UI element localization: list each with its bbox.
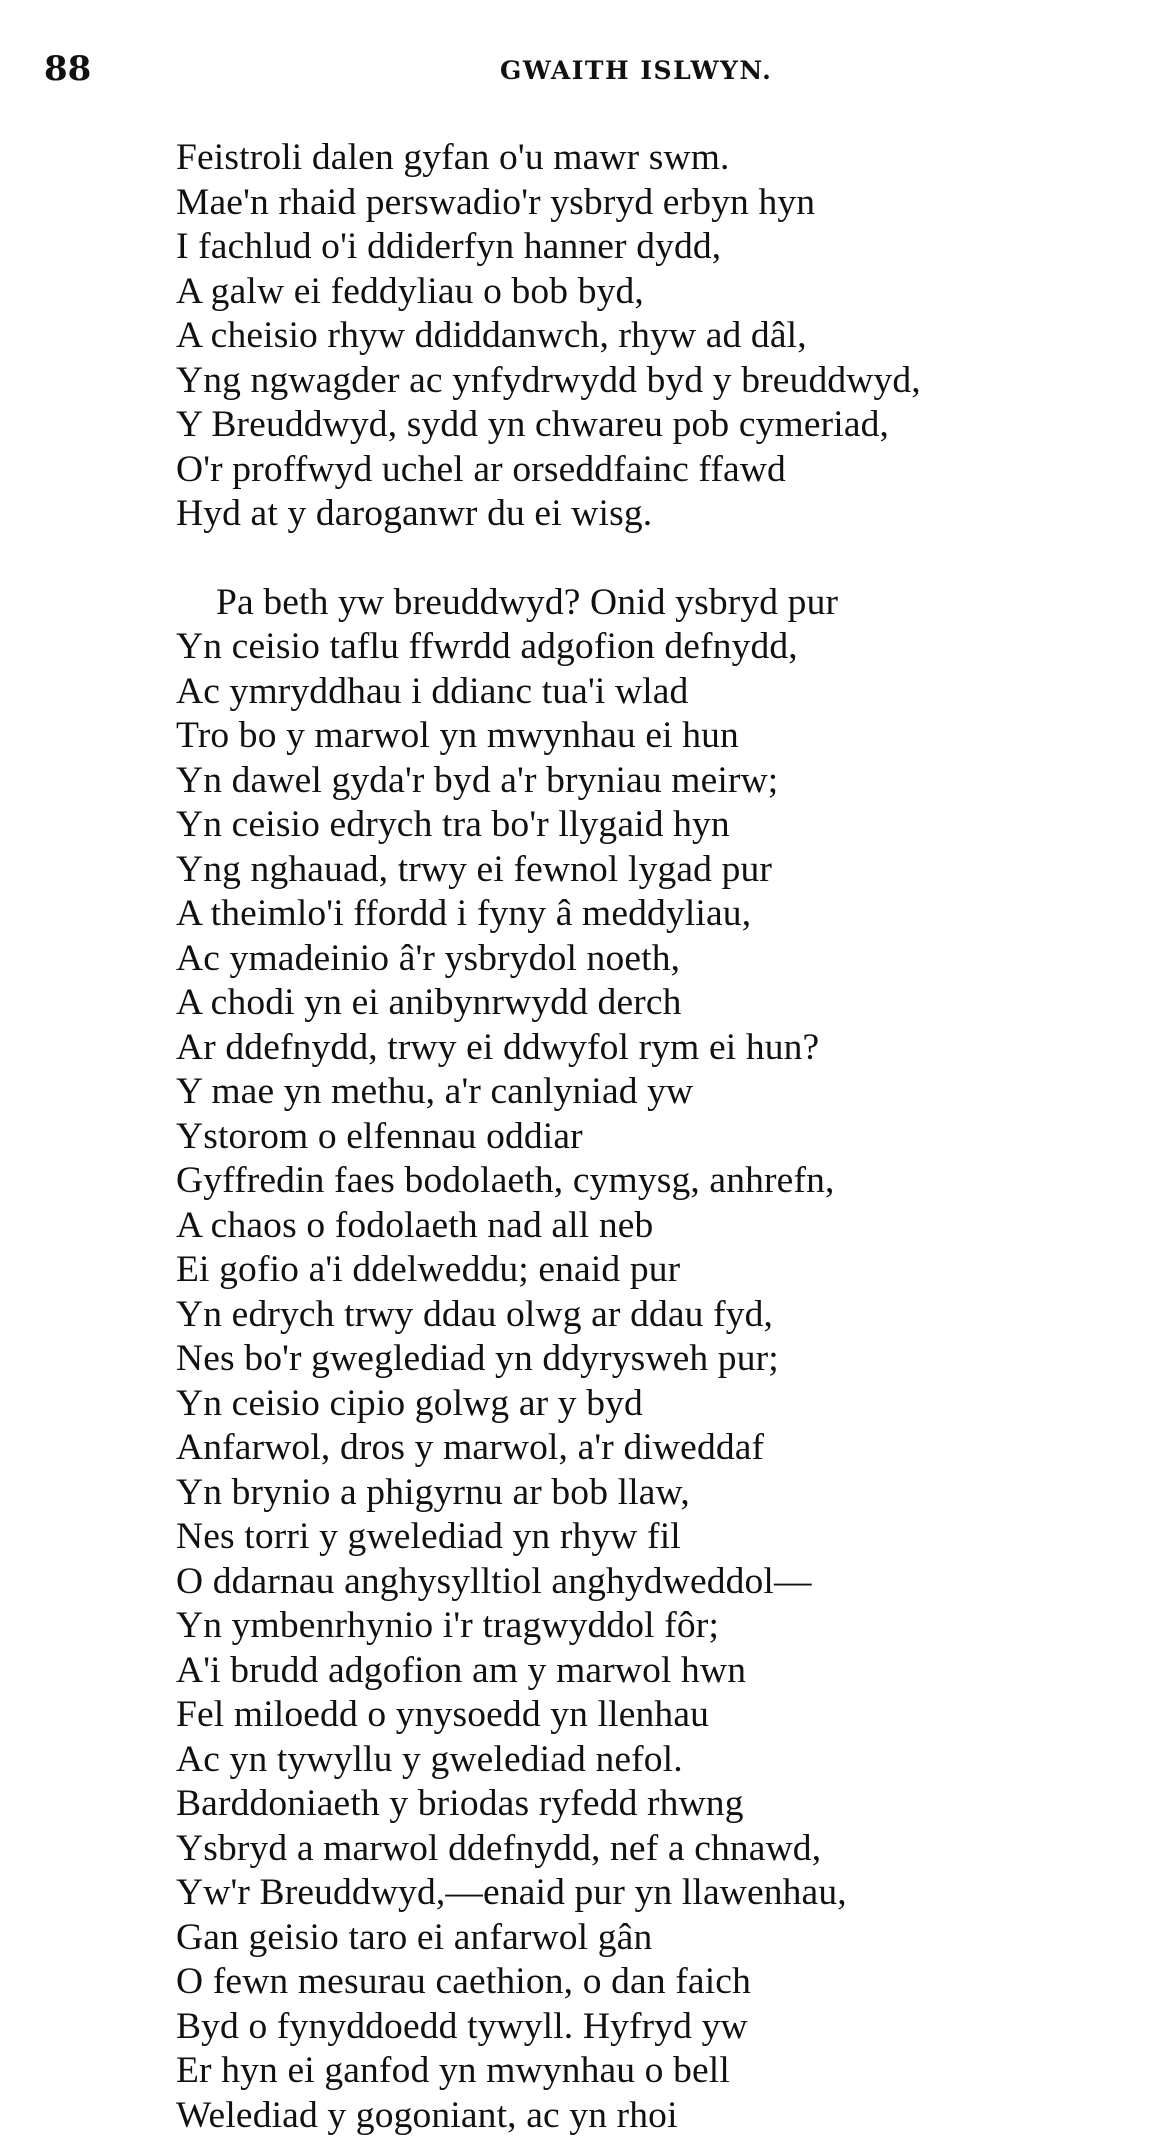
poem-line: Nes torri y gwelediad yn rhyw fil: [176, 1516, 681, 1557]
poem-line: Pa beth yw breuddwyd? Onid ysbryd pur: [216, 581, 839, 623]
poem-line: Ysbryd a marwol ddefnydd, nef a chnawd,: [176, 1827, 822, 1869]
poem-line: Ac ymadeinio â'r ysbrydol noeth,: [176, 937, 681, 979]
poem-line: Byd o fynyddoedd tywyll. Hyfryd yw: [176, 2005, 748, 2047]
page-number: 88: [44, 49, 92, 89]
poem-line: O ddarnau anghysylltiol anghydweddol—: [176, 1560, 812, 1602]
poem-line: Barddoniaeth y briodas ryfedd rhwng: [176, 1783, 744, 1824]
poem-line: Ystorom o elfennau oddiar: [176, 1115, 583, 1157]
poem-line: Anfarwol, dros y marwol, a'r diweddaf: [176, 1427, 765, 1468]
poem-line: Tro bo y marwol yn mwynhau ei hun: [176, 715, 739, 756]
poem-line: Yng ngwagder ac ynfydrwydd byd y breuddwyd,: [176, 359, 921, 401]
poem-line: Yw'r Breuddwyd,—enaid pur yn llawenhau,: [176, 1872, 847, 1913]
poem-line: Welediad y gogoniant, ac yn rhoi: [176, 2094, 678, 2136]
page-header: [0, 44, 1163, 94]
poem-line: Hyd at y daroganwr du ei wisg.: [176, 493, 653, 534]
poem-line: O'r proffwyd uchel ar orseddfainc ffawd: [176, 448, 786, 490]
running-title: GWAITH ISLWYN.: [500, 56, 773, 85]
poem-line: Gyffredin faes bodolaeth, cymysg, anhrefn,: [176, 1160, 835, 1201]
poem-line: Yn brynio a phigyrnu ar bob llaw,: [176, 1471, 690, 1513]
poem-line: Ei gofio a'i ddelweddu; enaid pur: [176, 1249, 681, 1290]
poem-line: Yn dawel gyda'r byd a'r bryniau meirw;: [176, 759, 779, 801]
poem-line: Y Breuddwyd, sydd yn chwareu pob cymeriad,: [176, 404, 890, 445]
poem-line: Ac ymryddhau i ddianc tua'i wlad: [176, 670, 689, 712]
poem-line: Nes bo'r gweglediad yn ddyrysweh pur;: [176, 1338, 779, 1379]
poem-line: A'i brudd adgofion am y marwol hwn: [176, 1649, 747, 1691]
poem-line: A chaos o fodolaeth nad all neb: [176, 1204, 654, 1246]
poem-line: Ac yn tywyllu y gwelediad nefol.: [176, 1738, 683, 1780]
stanza: [176, 581, 1136, 2139]
poem-line: I fachlud o'i ddiderfyn hanner dydd,: [176, 226, 722, 267]
poem-line: O fewn mesurau caethion, o dan faich: [176, 1961, 751, 2002]
poem-line: Yn ceisio edrych tra bo'r llygaid hyn: [176, 804, 730, 845]
poem-line: Feistroli dalen gyfan o'u mawr swm.: [176, 137, 730, 178]
poem-line: Yn ceisio taflu ffwrdd adgofion defnydd,: [176, 626, 798, 667]
poem-line: Yng nghauad, trwy ei fewnol lygad pur: [176, 848, 773, 890]
poem-line: Er hyn ei ganfod yn mwynhau o bell: [176, 2050, 730, 2091]
poem-line: Yn ymbenrhynio i'r tragwyddol fôr;: [176, 1605, 720, 1646]
poem-line: A cheisio rhyw ddiddanwch, rhyw ad dâl,: [176, 315, 807, 356]
poem-line: Gan geisio taro ei anfarwol gân: [176, 1916, 653, 1958]
poem-line: Fel miloedd o ynysoedd yn llenhau: [176, 1694, 710, 1735]
poem-line: Yn ceisio cipio golwg ar y byd: [176, 1382, 643, 1424]
poem-line: A galw ei feddyliau o bob byd,: [176, 270, 644, 312]
poem-line: Ar ddefnydd, trwy ei ddwyfol rym ei hun?: [176, 1026, 820, 1068]
poem-line: A theimlo'i ffordd i fyny â meddyliau,: [176, 893, 752, 934]
poem-body: [176, 136, 1136, 2138]
poem-line: Y mae yn methu, a'r canlyniad yw: [176, 1071, 694, 1112]
stanza: [176, 136, 1136, 537]
poem-line: A chodi yn ei anibynrwydd derch: [176, 982, 682, 1023]
poem-line: Yn edrych trwy ddau olwg ar ddau fyd,: [176, 1293, 774, 1335]
poem-line: Mae'n rhaid perswadio'r ysbryd erbyn hyn: [176, 181, 816, 223]
